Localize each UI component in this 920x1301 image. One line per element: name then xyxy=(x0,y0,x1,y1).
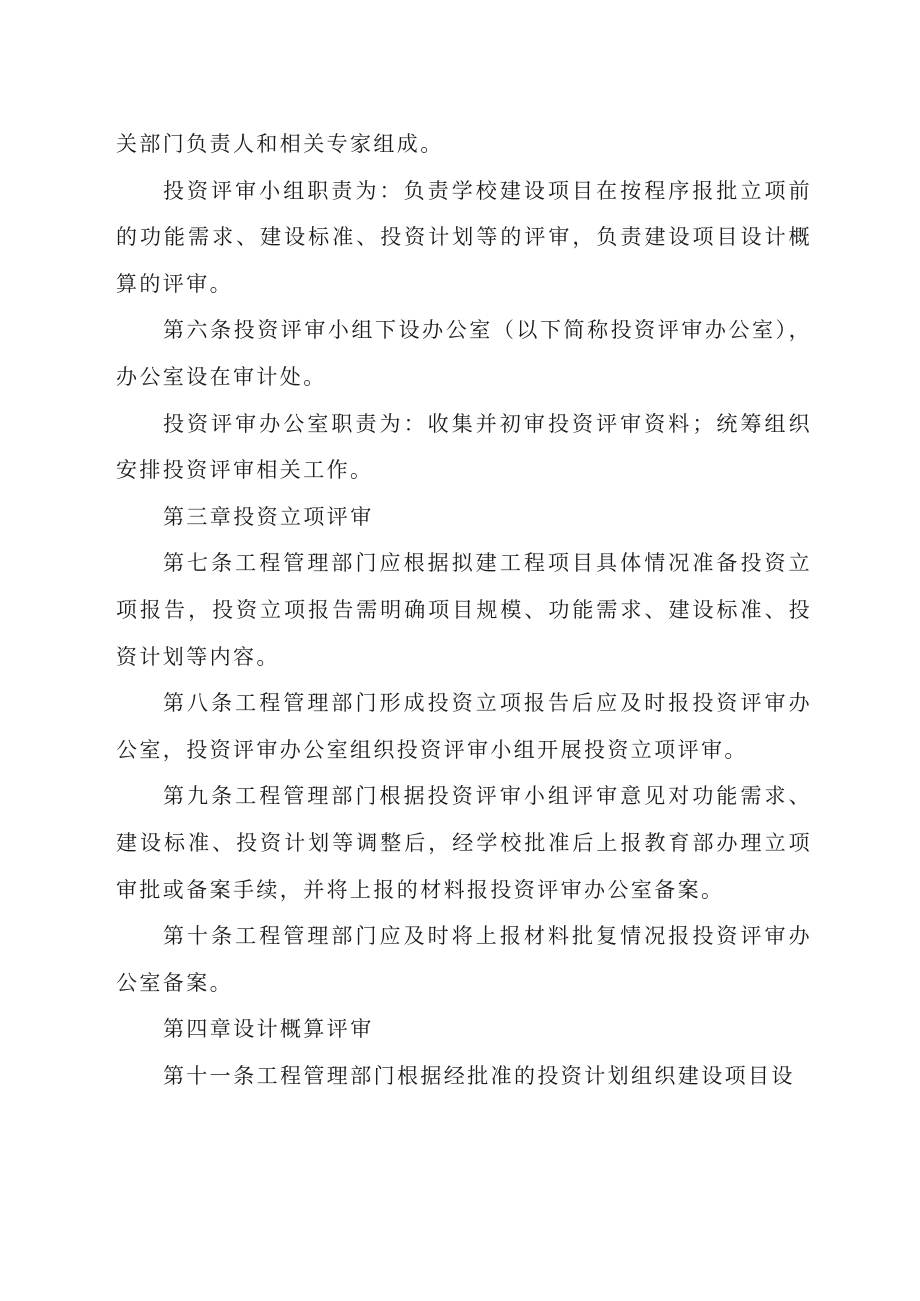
paragraph-article-11: 第十一条工程管理部门根据经批准的投资计划组织建设项目设 xyxy=(163,1063,795,1088)
paragraph-review-group-duties: 投资评审小组职责为：负责学校建设项目在按程序报批立项前的功能需求、建设标准、投资计划等的评审，负责建设项目设计概算的评审。 xyxy=(116,178,812,296)
paragraph-office-duties: 投资评审办公室职责为：收集并初审投资评审资料；统筹组织安排投资评审相关工作。 xyxy=(116,411,812,483)
document-body xyxy=(116,121,812,1099)
paragraph-article-9: 第九条工程管理部门根据投资评审小组评审意见对功能需求、建设标准、投资计划等调整后，经学校批准后上报教育部办理立项审批或备案手续，并将上报的材料报投资评审办公室备案。 xyxy=(116,784,812,902)
paragraph-article-8: 第八条工程管理部门形成投资立项报告后应及时报投资评审办公室，投资评审办公室组织投资评审小组开展投资立项评审。 xyxy=(116,691,812,762)
chapter-3-heading: 第三章投资立项评审 xyxy=(163,504,374,529)
paragraph-article-10: 第十条工程管理部门应及时将上报材料批复情况报投资评审办公室备案。 xyxy=(116,924,812,995)
paragraph-article-7: 第七条工程管理部门应根据拟建工程项目具体情况准备投资立项报告，投资立项报告需明确项目规模、功能需求、建设标准、投资计划等内容。 xyxy=(116,551,812,669)
paragraph-article-6: 第六条投资评审小组下设办公室（以下简称投资评审办公室），办公室设在审计处。 xyxy=(116,318,812,389)
paragraph-continuation: 关部门负责人和相关专家组成。 xyxy=(116,132,444,156)
chapter-4-heading: 第四章设计概算评审 xyxy=(163,1017,374,1042)
